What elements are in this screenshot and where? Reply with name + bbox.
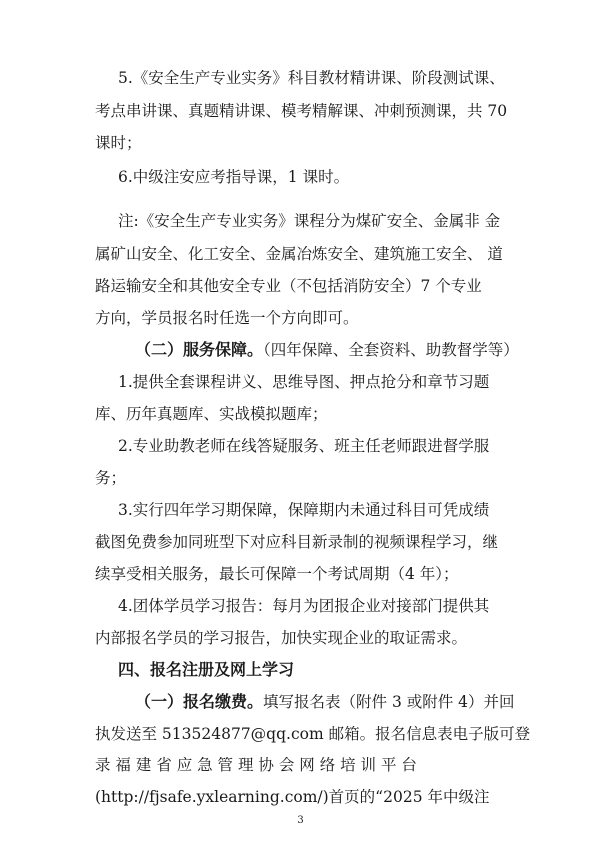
text-line: 1.提供全套课程讲义、思维导图、押点抢分和章节习题: [118, 373, 490, 391]
section-heading-note: （四年保障、全套资料、助教督学等）: [263, 341, 519, 359]
subsection-text: 填写报名表（附件 3 或附件 4）并回: [263, 693, 515, 711]
text-line: 方向，学员报名时任选一个方向即可。: [95, 309, 359, 327]
text-line: 考点串讲课、真题精讲课、模考精解课、冲刺预测课，共 70: [95, 102, 508, 120]
text-line: 属矿山安全、化工安全、金属冶炼安全、建筑施工安全、 道: [95, 245, 503, 263]
page-number: 3: [297, 815, 304, 826]
text-line: 5.《安全生产专业实务》科目教材精讲课、阶段测试课、: [118, 69, 505, 87]
section-heading-line: [0, 340, 601, 360]
text-line: 注:《安全生产专业实务》课程分为煤矿安全、金属非 金: [118, 212, 501, 230]
text-line: (http://fjsafe.yxlearning.com/)首页的“2025 年中级注: [95, 788, 490, 806]
text-line: 路运输安全和其他安全专业（不包括消防安全）7 个专业: [95, 277, 482, 295]
text-line: 截图免费参加同班型下对应科目新录制的视频课程学习，继: [95, 533, 499, 551]
text-line: 库、历年真题库、实战模拟题库；: [95, 405, 328, 423]
text-line: 3.实行四年学习期保障，保障期内未通过科目可凭成绩: [118, 501, 490, 519]
text-line: 6.中级注安应考指导课，1 课时。: [118, 168, 350, 186]
subsection-heading: （一）报名缴费。: [135, 692, 264, 711]
text-line: 续享受相关服务，最长可保障一个考试周期（4 年）；: [95, 565, 459, 583]
text-line: 课时；: [95, 134, 142, 152]
text-line: 务；: [95, 469, 127, 487]
text-line: 执发送至 513524877@qq.com 邮箱。报名信息表电子版可登: [95, 725, 531, 743]
subsection-heading-line: [0, 692, 601, 712]
section-heading: （二）服务保障。: [135, 340, 264, 359]
text-line: 4.团体学员学习报告：每月为团报企业对接部门提供其: [118, 597, 490, 615]
text-line: 2.专业助教老师在线答疑服务、班主任老师跟进督学服: [118, 437, 490, 455]
text-line: 录 福 建 省 应 急 管 理 协 会 网 络 培 训 平 台: [95, 756, 417, 774]
text-line: 内部报名学员的学习报告，加快实现企业的取证需求。: [95, 629, 468, 647]
chapter-heading: 四、报名注册及网上学习: [118, 660, 295, 679]
